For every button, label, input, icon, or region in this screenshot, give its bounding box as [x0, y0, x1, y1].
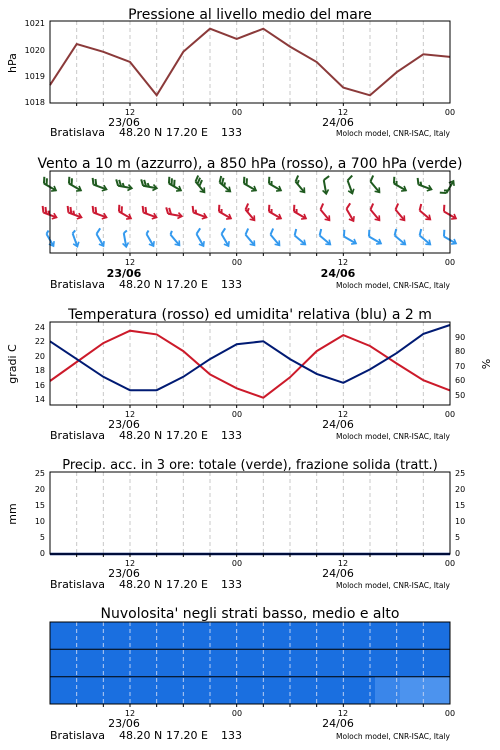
x-tick-hour: 00	[231, 559, 243, 568]
wind-barb	[290, 205, 309, 221]
location-lon: 17.20 E	[166, 126, 208, 139]
cloud-cell	[250, 677, 276, 705]
precip-ytick-right: 0	[455, 549, 461, 558]
x-tick-hour: 00	[444, 410, 456, 419]
pressure-ytick: 1020	[24, 46, 45, 55]
wind-barb	[69, 230, 81, 247]
cloud-x-labels	[108, 709, 455, 730]
wind-barb	[265, 177, 284, 193]
cloud-cell	[175, 677, 201, 705]
pressure-y-ticks	[25, 19, 45, 107]
precip-ytick: 5	[39, 533, 45, 542]
barb-feather	[319, 203, 326, 209]
wind-barb	[215, 176, 234, 194]
wind-barb	[40, 177, 59, 193]
cloud-cell	[325, 649, 351, 677]
x-tick-hour: 00	[231, 410, 243, 419]
wind-barb	[365, 230, 384, 246]
temperature-ytick: 14	[34, 395, 45, 404]
precip-ytick-right: 25	[455, 469, 466, 478]
cloud-cell	[425, 649, 451, 677]
wind-barb	[241, 203, 259, 222]
humidity-ylabel: %	[480, 358, 493, 370]
precip-ytick: 15	[34, 501, 45, 510]
barb-half-feather	[72, 230, 76, 233]
x-tick-date: 24/06	[320, 267, 356, 280]
wind-barb	[291, 175, 309, 194]
wind-barb	[191, 175, 209, 194]
cloud-cell	[200, 649, 226, 677]
wind-barb	[415, 204, 434, 222]
cloud-cell	[350, 622, 376, 650]
x-tick-hour: 00	[444, 258, 456, 267]
wind-barb	[290, 229, 309, 247]
precip-title: Precip. acc. in 3 ore: totale (verde), frazione solida (tratt.)	[62, 458, 438, 473]
wind-barb	[90, 206, 109, 220]
cloud-location-line	[50, 729, 451, 742]
cloud-cell	[425, 622, 451, 650]
wind-barb	[92, 228, 108, 247]
wind-barb	[115, 205, 134, 221]
barb-feather	[366, 230, 372, 237]
cloud-cell	[275, 677, 301, 705]
barb-feather	[269, 228, 276, 234]
wind-panel	[37, 156, 462, 291]
wind-barb	[65, 206, 84, 220]
wind-barb	[316, 203, 334, 222]
location-name: Bratislava	[50, 126, 105, 139]
temperature-ytick: 16	[34, 381, 45, 390]
model-credit: Moloch model, CNR-ISAC, Italy	[336, 281, 450, 290]
location-alt: 133	[221, 126, 242, 139]
wind-barb	[192, 228, 208, 247]
cloud-cell	[75, 649, 101, 677]
temperature-ytick: 22	[34, 337, 45, 346]
temperature-ylabel: gradi C	[6, 344, 19, 384]
cloud-cell	[225, 649, 251, 677]
location-name: Bratislava	[50, 578, 105, 591]
barb-feather	[441, 230, 447, 237]
x-tick-date: 24/06	[322, 116, 354, 129]
cloud-cell	[400, 622, 426, 650]
barb-feather	[317, 229, 323, 236]
cloud-panel	[50, 606, 455, 742]
location-lon: 17.20 E	[166, 278, 208, 291]
cloud-cell	[350, 677, 376, 705]
model-credit: Moloch model, CNR-ISAC, Italy	[336, 732, 450, 741]
wind-barb	[440, 230, 459, 246]
precip-plot-frame	[50, 472, 450, 554]
precip-ytick: 10	[34, 517, 45, 526]
barb-feather	[416, 178, 421, 185]
wind-barb	[241, 228, 259, 247]
wind-barb	[140, 206, 159, 220]
location-lat: 48.20 N	[119, 126, 163, 139]
x-tick-hour: 12	[124, 258, 136, 267]
model-credit: Moloch model, CNR-ISAC, Italy	[336, 581, 450, 590]
cloud-cell	[150, 622, 176, 650]
wind-barb	[366, 175, 384, 194]
cloud-cell	[50, 649, 76, 677]
wind-barb	[143, 230, 157, 247]
cloud-cell	[300, 677, 326, 705]
wind-barb	[415, 178, 434, 192]
wind-barb	[120, 231, 129, 248]
wind-barb	[217, 228, 233, 247]
humidity-y-ticks	[455, 333, 465, 400]
precip-ytick-right: 10	[455, 517, 466, 526]
wind-barb	[366, 203, 384, 222]
cloud-cell	[250, 649, 276, 677]
wind-barb	[415, 229, 434, 247]
wind-barb	[342, 203, 358, 222]
wind-barb	[265, 205, 284, 221]
location-lat: 48.20 N	[119, 429, 163, 442]
wind-barb	[190, 206, 209, 220]
cloud-cell	[175, 622, 201, 650]
x-tick-date: 23/06	[108, 116, 140, 129]
wind-barb	[167, 231, 182, 247]
wind-barb	[215, 205, 234, 221]
barb-feather	[441, 205, 447, 212]
location-lon: 17.20 E	[166, 429, 208, 442]
location-alt: 133	[221, 578, 242, 591]
wind-barb	[340, 230, 359, 246]
precip-ytick-right: 5	[455, 533, 461, 542]
x-tick-date: 23/06	[108, 567, 140, 580]
x-tick-hour: 12	[337, 258, 349, 267]
x-tick-date: 24/06	[322, 418, 354, 431]
pressure-title: Pressione al livello medio del mare	[128, 7, 372, 23]
wind-barb	[165, 207, 183, 219]
precip-y-ticks	[35, 469, 45, 558]
humidity-ytick: 80	[455, 347, 466, 356]
x-tick-date: 23/06	[108, 418, 140, 431]
humidity-ytick: 90	[455, 333, 466, 342]
cloud-cell	[350, 649, 376, 677]
wind-barb	[390, 229, 409, 247]
precip-ytick-right: 20	[455, 485, 466, 494]
precip-ytick-right: 15	[455, 501, 466, 510]
barb-feather	[341, 230, 347, 237]
temperature-y-ticks	[35, 323, 45, 404]
x-tick-date: 23/06	[108, 717, 140, 730]
wind-barb	[320, 176, 332, 194]
pressure-panel	[6, 7, 455, 139]
cloud-cell	[150, 677, 176, 705]
temperature-ytick: 18	[34, 366, 45, 375]
precip-x-labels	[108, 559, 455, 580]
pressure-ytick: 1021	[24, 19, 45, 28]
precip-ytick: 25	[34, 469, 45, 478]
x-tick-hour: 12	[337, 410, 349, 419]
precip-y-ticks-right	[455, 469, 465, 558]
cloud-cell	[200, 622, 226, 650]
x-tick-hour: 00	[231, 709, 243, 718]
humidity-line	[50, 325, 450, 390]
wind-barb	[390, 177, 409, 193]
model-credit: Moloch model, CNR-ISAC, Italy	[336, 432, 450, 441]
cloud-cell	[325, 622, 351, 650]
humidity-ytick: 50	[455, 391, 466, 400]
cloud-cells	[50, 622, 451, 704]
temperature-line	[50, 331, 450, 398]
precip-panel	[6, 458, 465, 591]
x-tick-hour: 12	[124, 559, 136, 568]
wind-barb	[315, 229, 334, 247]
wind-barb	[240, 177, 259, 193]
barb-feather	[292, 229, 298, 236]
wind-barb	[90, 178, 109, 192]
x-tick-hour: 00	[231, 108, 243, 117]
location-lon: 17.20 E	[166, 729, 208, 742]
barb-feather	[95, 228, 102, 234]
cloud-cell	[300, 622, 326, 650]
barb-feather	[392, 229, 398, 236]
x-tick-hour: 00	[444, 709, 456, 718]
location-lon: 17.20 E	[166, 578, 208, 591]
cloud-cell	[225, 677, 251, 705]
wind-barb	[266, 228, 284, 247]
location-name: Bratislava	[50, 278, 105, 291]
precip-ytick: 0	[39, 549, 45, 558]
barb-half-feather	[123, 231, 127, 234]
x-tick-hour: 12	[124, 108, 136, 117]
wind-x-labels	[107, 258, 455, 280]
temperature-ytick: 20	[34, 352, 45, 361]
cloud-cell	[50, 677, 76, 705]
cloud-title: Nuvolosita' negli strati basso, medio e alto	[100, 606, 400, 622]
barb-feather	[220, 228, 227, 234]
precip-ytick: 20	[34, 485, 45, 494]
location-lat: 48.20 N	[119, 278, 163, 291]
x-tick-hour: 00	[231, 258, 243, 267]
wind-barb	[440, 205, 459, 221]
pressure-line	[50, 29, 450, 96]
x-tick-hour: 12	[124, 709, 136, 718]
cloud-cell	[175, 649, 201, 677]
barb-feather	[417, 229, 423, 236]
temperature-x-labels	[108, 410, 455, 431]
x-tick-hour: 12	[337, 559, 349, 568]
cloud-cell	[200, 677, 226, 705]
wind-barb	[65, 177, 84, 193]
cloud-cell	[75, 677, 101, 705]
cloud-cell	[275, 622, 301, 650]
cloud-cell	[75, 622, 101, 650]
temperature-panel	[6, 307, 493, 442]
barb-half-feather	[169, 231, 173, 235]
barb-half-feather	[46, 230, 50, 233]
location-lat: 48.20 N	[119, 578, 163, 591]
location-alt: 133	[221, 278, 242, 291]
x-tick-date: 23/06	[106, 267, 142, 280]
wind-barbs	[40, 175, 459, 247]
wind-barb	[344, 176, 358, 195]
barb-feather	[191, 206, 196, 213]
location-lat: 48.20 N	[119, 729, 163, 742]
cloud-cell	[125, 622, 151, 650]
humidity-ytick: 70	[455, 362, 466, 371]
cloud-cell	[125, 649, 151, 677]
humidity-ytick: 60	[455, 376, 466, 385]
barb-feather	[323, 176, 329, 180]
temperature-title: Temperatura (rosso) ed umidita' relativa (blu) a 2 m	[68, 307, 432, 323]
x-tick-hour: 12	[337, 108, 349, 117]
precip-grid	[77, 472, 424, 554]
cloud-cell	[125, 677, 151, 705]
barb-feather	[195, 228, 202, 234]
wind-barb	[391, 203, 409, 222]
cloud-cell	[325, 677, 351, 705]
wind-title: Vento a 10 m (azzurro), a 850 hPa (rosso), a 700 hPa (verde)	[37, 156, 463, 172]
model-credit: Moloch model, CNR-ISAC, Italy	[336, 129, 450, 138]
x-tick-date: 24/06	[322, 717, 354, 730]
x-tick-hour: 12	[124, 410, 136, 419]
cloud-cell	[400, 677, 426, 705]
cloud-cell	[425, 677, 451, 705]
cloud-cell	[225, 622, 251, 650]
x-tick-hour: 12	[337, 709, 349, 718]
cloud-cell	[150, 649, 176, 677]
wind-barb	[440, 178, 456, 197]
precip-ylabel: mm	[6, 503, 19, 525]
barb-feather	[345, 203, 352, 209]
barb-half-feather	[146, 230, 150, 233]
pressure-ytick: 1019	[24, 72, 45, 81]
x-tick-date: 24/06	[322, 567, 354, 580]
wind-barb	[40, 206, 59, 220]
pressure-ytick: 1018	[24, 98, 45, 107]
location-name: Bratislava	[50, 729, 105, 742]
location-alt: 133	[221, 429, 242, 442]
cloud-cell	[400, 649, 426, 677]
cloud-cell	[250, 622, 276, 650]
x-tick-hour: 00	[444, 559, 456, 568]
barb-feather	[394, 203, 401, 209]
location-name: Bratislava	[50, 429, 105, 442]
pressure-ylabel: hPa	[6, 53, 19, 73]
cloud-cell	[300, 649, 326, 677]
temperature-ytick: 24	[34, 323, 45, 332]
barb-feather	[417, 204, 423, 211]
barb-feather	[244, 228, 251, 234]
cloud-cell	[50, 622, 76, 650]
location-alt: 133	[221, 729, 242, 742]
cloud-cell	[275, 649, 301, 677]
wind-barb	[140, 179, 158, 191]
wind-barb	[165, 177, 184, 193]
barb-feather	[347, 176, 354, 181]
x-tick-hour: 00	[444, 108, 456, 117]
